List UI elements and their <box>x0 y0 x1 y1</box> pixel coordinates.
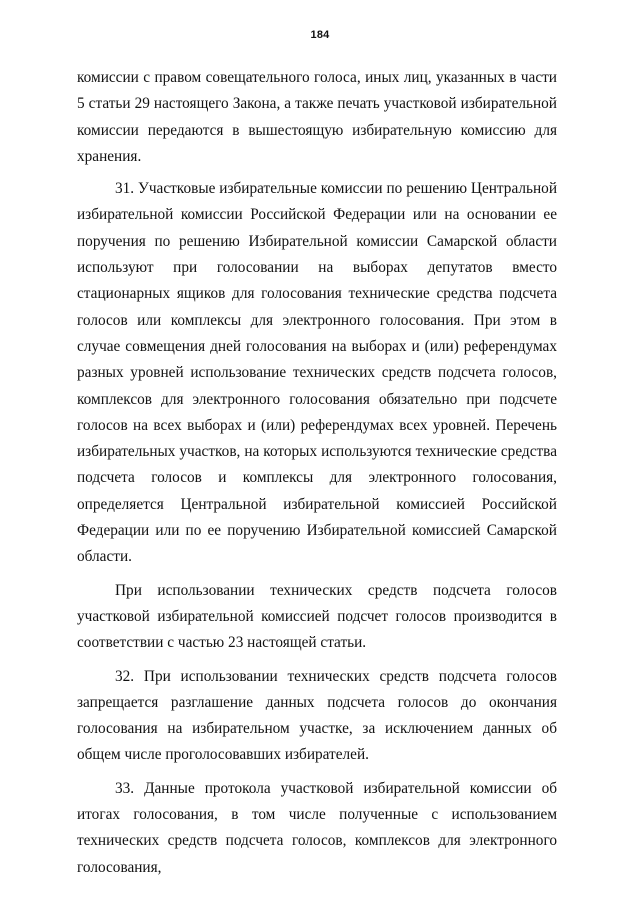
document-body <box>77 65 557 881</box>
paragraph-item-32: 32. При использовании технических средств подсчета голосов запрещается разглашение данных подсчета голосов до окончания голосования на избирательном участке, за исключением данных об общем числе проголосовавших избирателей. <box>77 667 557 764</box>
paragraph-item-31: 31. Участковые избирательные комиссии по решению Центральной избирательной комиссии Российской Федерации или на основании ее поручения по решению Избирательной комиссии Самарской области используют при голосовании на выборах депутатов вместо стационарных ящиков для голосования технические средства подсчета голосов или комплексы для электронного голосования. При этом в случае совмещения дней голосования на выборах и (или) референдумах разных уровней использование технических средств подсчета голосов, комплексов для электронного голосования обязательно при подсчете голосов на всех выборах и (или) референдумах всех уровней. Перечень избирательных участков, на которых используются технические средства подсчета голосов и комплексы для электронного голосования, определяется Центральной избирательной комиссией Российской Федерации или по ее поручению Избирательной комиссией Самарской области. <box>77 180 557 566</box>
paragraph-technical-counting: При использовании технических средств подсчета голосов участковой избирательной комиссией подсчет голосов производится в соответствии с частью 23 настоящей статьи. <box>77 581 557 652</box>
page-number: 184 <box>310 29 330 41</box>
paragraph-item-33: 33. Данные протокола участковой избирательной комиссии об итогах голосования, в том числе полученные с использованием технических средств подсчета голосов, комплексов для электронного голосования, <box>77 779 557 876</box>
paragraph-continuation: комиссии с правом совещательного голоса, иных лиц, указанных в части 5 статьи 29 настоящего Закона, а также печать участковой избирательной комиссии передаются в вышестоящую избирательную комиссию для хранения. <box>77 69 557 165</box>
